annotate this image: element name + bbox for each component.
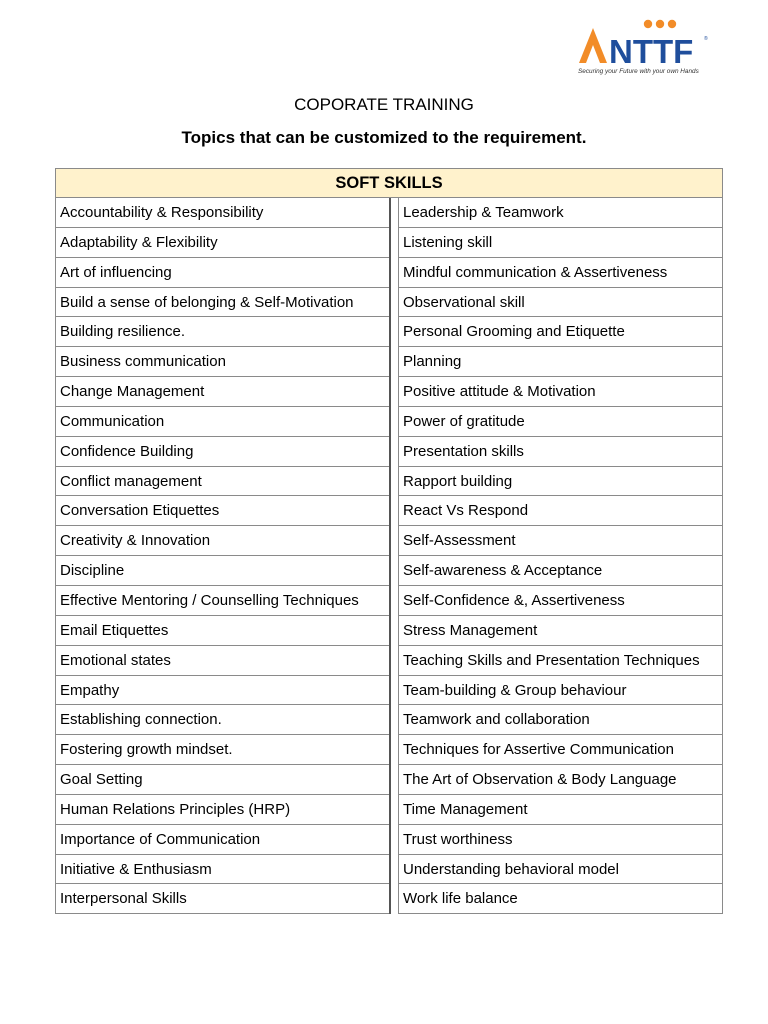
nttf-logo-mark <box>576 18 726 68</box>
topic-cell: Business communication <box>56 347 389 377</box>
topic-cell: Leadership & Teamwork <box>399 198 723 228</box>
nttf-logo <box>576 18 726 82</box>
topic-cell: Importance of Communication <box>56 825 389 855</box>
topic-cell: Personal Grooming and Etiquette <box>399 317 723 347</box>
topic-cell: Conflict management <box>56 467 389 497</box>
svg-text:®: ® <box>704 36 708 42</box>
topic-cell: React Vs Respond <box>399 496 723 526</box>
topic-cell: Techniques for Assertive Communication <box>399 735 723 765</box>
soft-skills-table <box>55 168 723 914</box>
topic-cell: Mindful communication & Assertiveness <box>399 258 723 288</box>
topic-cell: Teaching Skills and Presentation Techniques <box>399 646 723 676</box>
topic-cell: Adaptability & Flexibility <box>56 228 389 258</box>
logo-wordmark: NTTF <box>609 33 694 68</box>
topic-cell: Confidence Building <box>56 437 389 467</box>
topic-cell: Build a sense of belonging & Self-Motivation <box>56 288 389 318</box>
topic-cell: Interpersonal Skills <box>56 884 389 914</box>
table-heading: SOFT SKILLS <box>55 168 723 198</box>
topic-cell: Positive attitude & Motivation <box>399 377 723 407</box>
topic-cell: Discipline <box>56 556 389 586</box>
topic-cell: Email Etiquettes <box>56 616 389 646</box>
topic-cell: Understanding behavioral model <box>399 855 723 885</box>
topic-cell: Change Management <box>56 377 389 407</box>
topic-cell: Time Management <box>399 795 723 825</box>
topic-cell: Conversation Etiquettes <box>56 496 389 526</box>
topic-cell: Art of influencing <box>56 258 389 288</box>
topic-cell: Emotional states <box>56 646 389 676</box>
topic-cell: Self-awareness & Acceptance <box>399 556 723 586</box>
right-topic-column <box>399 198 723 914</box>
topic-cell: Teamwork and collaboration <box>399 705 723 735</box>
topic-cell: Self-Assessment <box>399 526 723 556</box>
topic-cell: Initiative & Enthusiasm <box>56 855 389 885</box>
topic-cell: Listening skill <box>399 228 723 258</box>
topic-cell: Goal Setting <box>56 765 389 795</box>
topic-cell: Trust worthiness <box>399 825 723 855</box>
logo-tagline: Securing your Future with your own Hands <box>578 68 699 75</box>
topic-cell: Establishing connection. <box>56 705 389 735</box>
topic-cell: Human Relations Principles (HRP) <box>56 795 389 825</box>
table-columns <box>55 198 723 914</box>
column-divider <box>389 198 399 914</box>
topic-cell: Communication <box>56 407 389 437</box>
topic-cell: Building resilience. <box>56 317 389 347</box>
topic-cell: Stress Management <box>399 616 723 646</box>
left-topic-column <box>56 198 389 914</box>
topic-cell: Work life balance <box>399 884 723 914</box>
topic-cell: Power of gratitude <box>399 407 723 437</box>
topic-cell: Accountability & Responsibility <box>56 198 389 228</box>
topic-cell: The Art of Observation & Body Language <box>399 765 723 795</box>
topic-cell: Team-building & Group behaviour <box>399 676 723 706</box>
page-subtitle: Topics that can be customized to the requirement. <box>181 128 587 147</box>
topic-cell: Rapport building <box>399 467 723 497</box>
topic-cell: Planning <box>399 347 723 377</box>
topic-cell: Creativity & Innovation <box>56 526 389 556</box>
topic-cell: Fostering growth mindset. <box>56 735 389 765</box>
topic-cell: Observational skill <box>399 288 723 318</box>
topic-cell: Empathy <box>56 676 389 706</box>
page-title: COPORATE TRAINING <box>294 95 474 114</box>
topic-cell: Effective Mentoring / Counselling Techniques <box>56 586 389 616</box>
topic-cell: Self-Confidence &, Assertiveness <box>399 586 723 616</box>
topic-cell: Presentation skills <box>399 437 723 467</box>
